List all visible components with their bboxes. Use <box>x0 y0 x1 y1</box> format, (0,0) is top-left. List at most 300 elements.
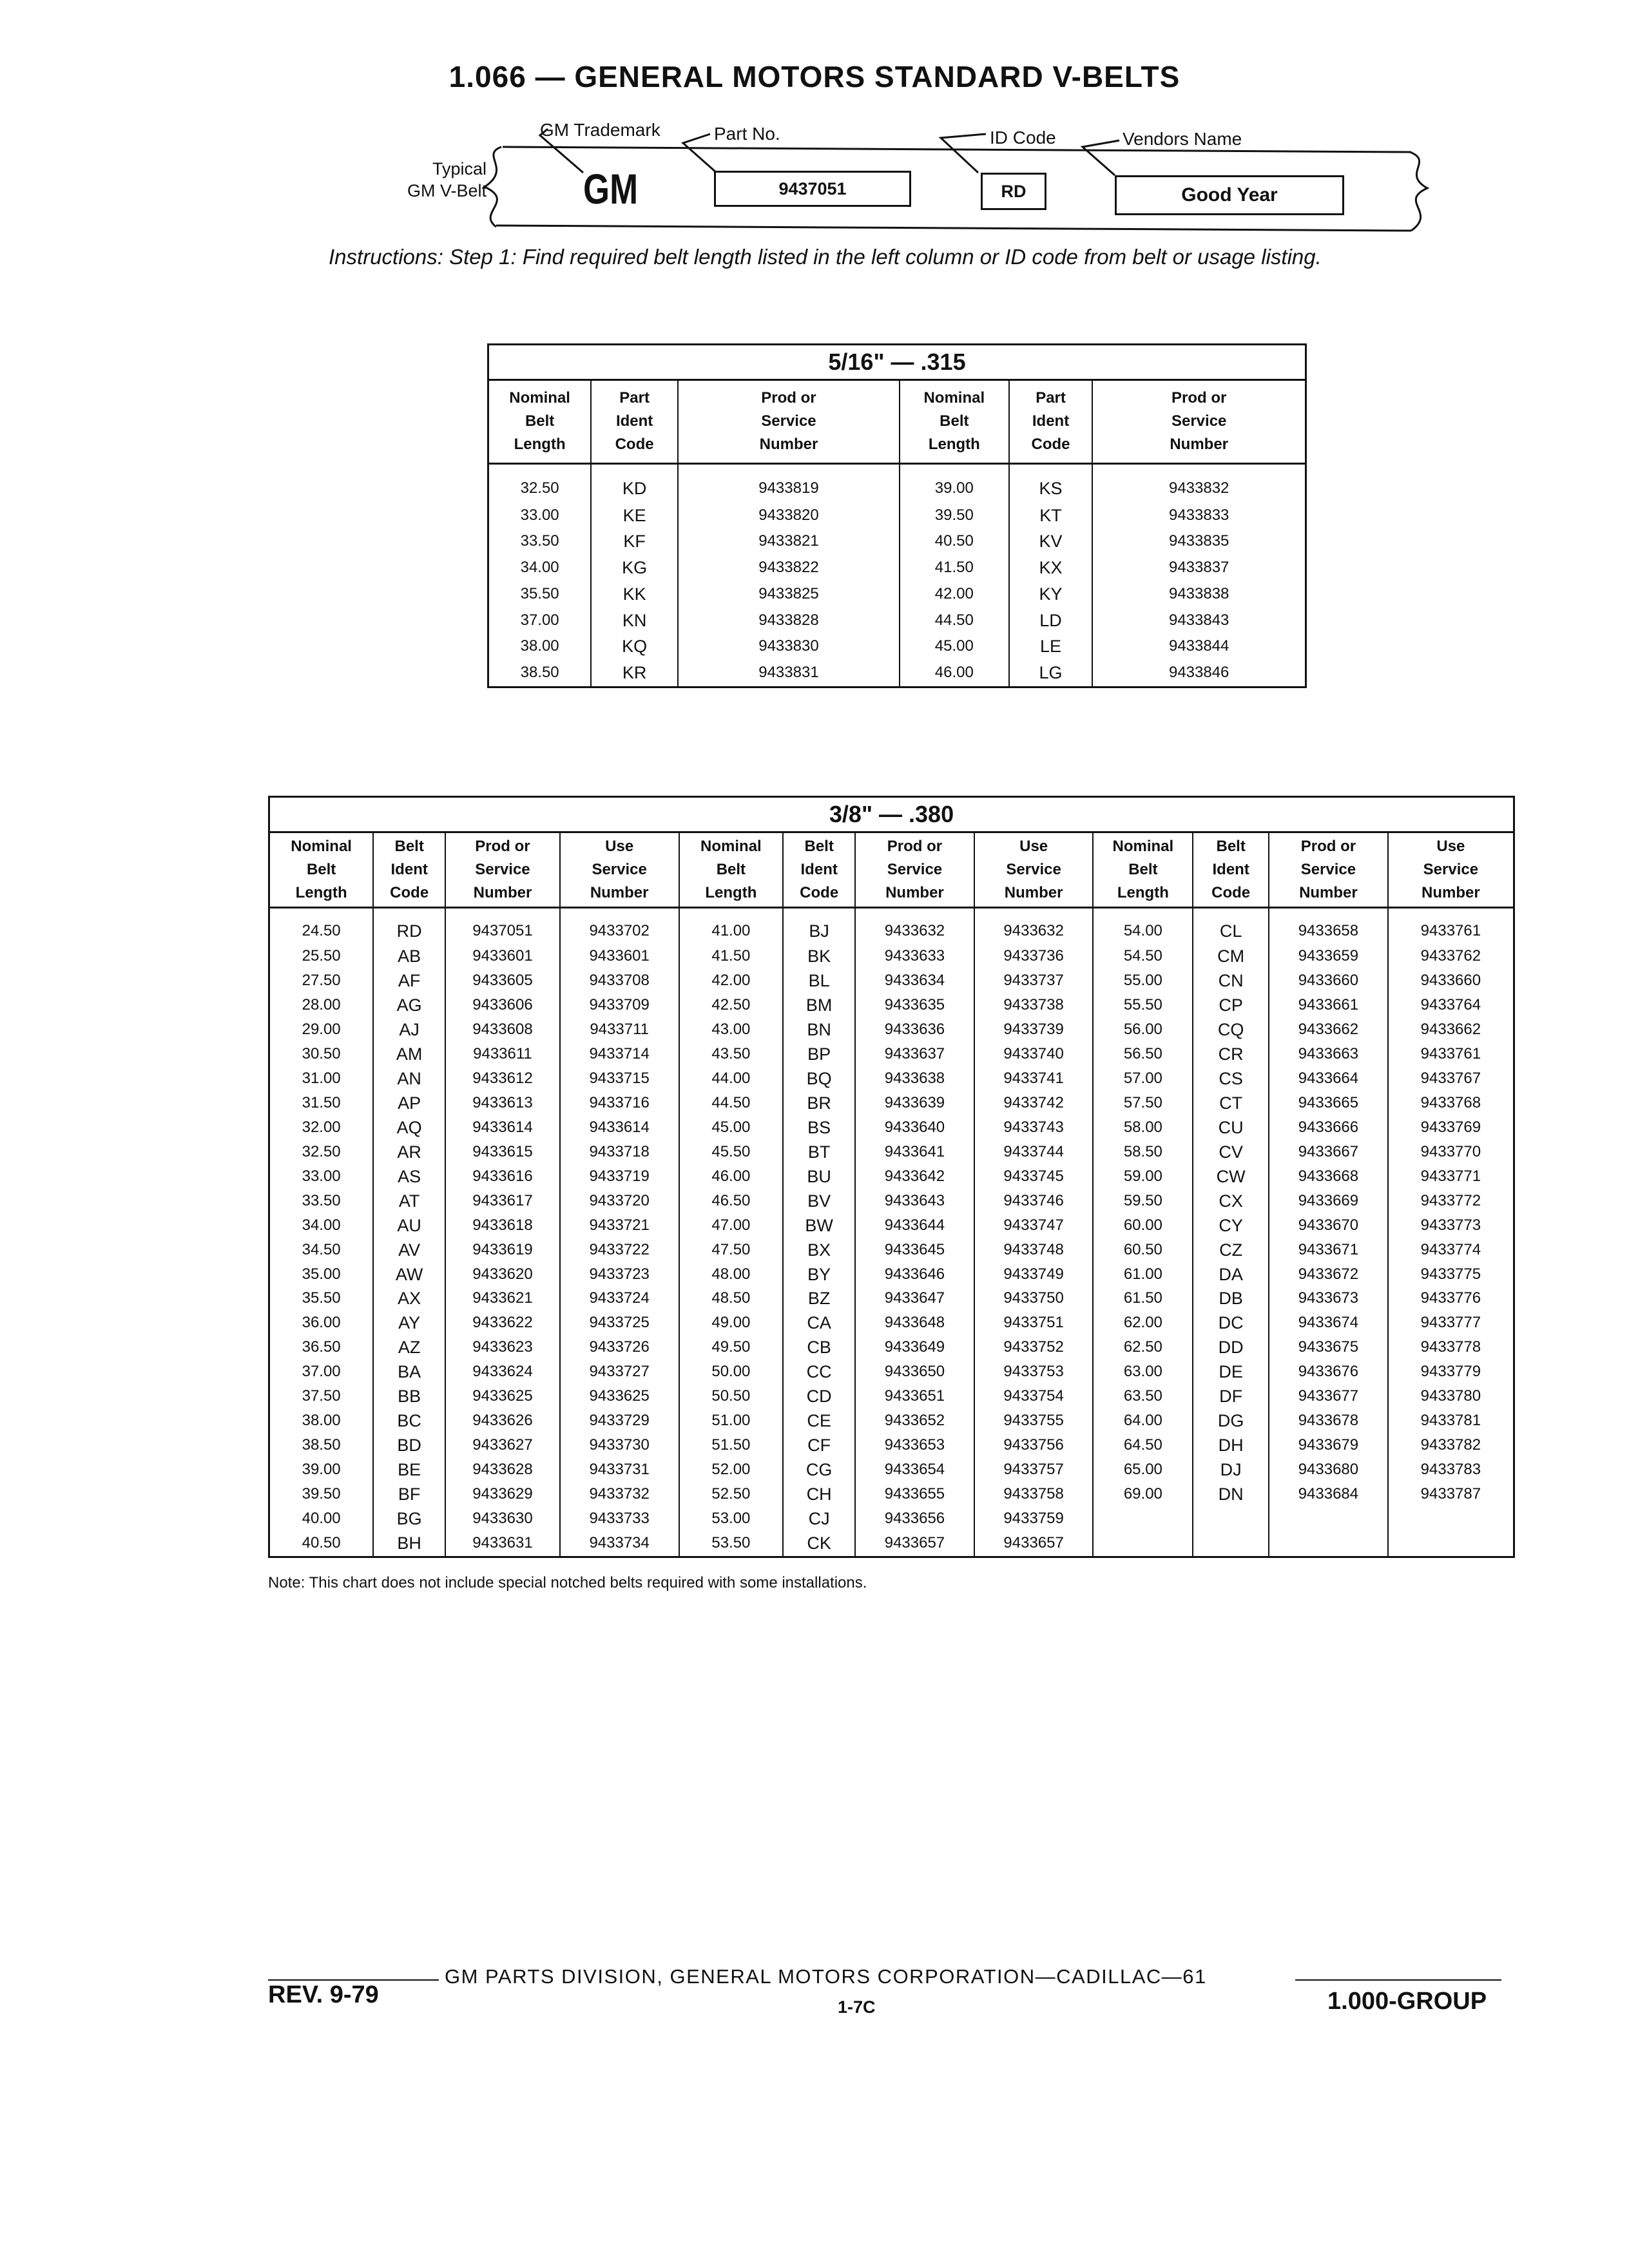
table-cell: BF <box>373 1483 445 1507</box>
table-cell: 9433675 <box>1269 1336 1388 1360</box>
table-cell: BR <box>783 1091 855 1115</box>
table-cell: 60.50 <box>1093 1238 1193 1262</box>
table-cell: CA <box>783 1311 855 1336</box>
table-cell: 54.00 <box>1093 908 1193 944</box>
table-cell: 9433724 <box>560 1287 679 1311</box>
part-no-label: Part No. <box>714 124 780 144</box>
table-row <box>269 1213 1514 1238</box>
table-cell: KE <box>591 503 678 529</box>
table-cell: 32.00 <box>302 1118 341 1136</box>
table-cell: 9433651 <box>855 1385 974 1409</box>
table-cell: 9433767 <box>1388 1066 1514 1091</box>
table-cell: 9433733 <box>560 1507 679 1532</box>
table-cell: 34.50 <box>302 1240 341 1258</box>
header-line: Service <box>761 412 816 430</box>
belt-table-5-16 <box>487 343 1307 688</box>
table-cell: KX <box>1009 555 1093 581</box>
table-cell: 57.00 <box>1093 1066 1193 1091</box>
table_large-header-2 <box>445 832 560 908</box>
belt-bottom-edge <box>496 226 1411 231</box>
table-filler-cell <box>1193 1556 1269 1557</box>
table-cell: 9433781 <box>1388 1409 1514 1434</box>
table-cell: KV <box>1009 528 1093 555</box>
table-cell: AP <box>373 1091 445 1115</box>
table-large-caption: 3/8" — .380 <box>269 797 1514 832</box>
table-cell: BY <box>783 1262 855 1287</box>
table_large-header-8 <box>1093 832 1193 908</box>
header-line: Length <box>1117 884 1169 902</box>
table-cell: 9433757 <box>974 1458 1094 1483</box>
table-row <box>269 1189 1514 1213</box>
table-cell: 41.50 <box>679 944 784 968</box>
table-cell: 9433778 <box>1388 1336 1514 1360</box>
table-cell: 38.00 <box>520 637 559 655</box>
table-filler-row <box>488 686 1306 687</box>
table-cell: 9433780 <box>1388 1385 1514 1409</box>
table-large-body <box>269 908 1514 1557</box>
table-filler-cell <box>591 686 678 687</box>
table-cell: 45.00 <box>900 633 1009 660</box>
table-cell: BQ <box>783 1066 855 1091</box>
table-cell: 9433630 <box>445 1507 560 1532</box>
table-cell: 34.00 <box>520 559 559 577</box>
table-cell: 9433615 <box>445 1140 560 1164</box>
table-cell: BV <box>783 1189 855 1213</box>
part-no-leader <box>683 134 717 173</box>
table-cell: 64.50 <box>1093 1434 1193 1458</box>
header-line: Number <box>885 884 944 902</box>
table_large-header-4 <box>679 832 784 908</box>
table-cell: 52.50 <box>679 1483 784 1507</box>
belt-right-break <box>1410 152 1427 231</box>
header-line: Number <box>1004 884 1063 902</box>
header-line: Nominal <box>1112 838 1174 856</box>
table-cell: 9433638 <box>855 1066 974 1091</box>
table-cell: 46.00 <box>900 660 1009 686</box>
table-cell: 9433660 <box>1388 968 1514 993</box>
table-cell: 9433648 <box>855 1311 974 1336</box>
table-cell: RD <box>373 908 445 944</box>
table-cell: 9433670 <box>1269 1213 1388 1238</box>
table-cell: 45.00 <box>679 1115 784 1140</box>
table-cell: 9433727 <box>560 1360 679 1385</box>
header-line: Code <box>390 884 429 902</box>
table-cell: 9433660 <box>1269 968 1388 993</box>
table-cell: AY <box>373 1311 445 1336</box>
table-row <box>269 1409 1514 1434</box>
table-filler-cell <box>783 1556 855 1557</box>
table-cell: 33.50 <box>520 532 559 550</box>
table-cell: 42.50 <box>679 993 784 1017</box>
table-cell: 9433654 <box>855 1458 974 1483</box>
table_small-header-0 <box>488 380 592 464</box>
table-cell: 9433743 <box>974 1115 1094 1140</box>
table-cell: 9433606 <box>445 993 560 1017</box>
table-cell: 36.00 <box>302 1314 341 1332</box>
table-cell: 44.00 <box>679 1066 784 1091</box>
table-row <box>269 1238 1514 1262</box>
table-cell: 9433783 <box>1388 1458 1514 1483</box>
table-cell: 9433831 <box>678 660 900 686</box>
header-line: Number <box>1299 884 1358 902</box>
table-cell: CL <box>1193 908 1269 944</box>
table-cell: KR <box>591 660 678 686</box>
table-cell: 9433711 <box>560 1017 679 1042</box>
table-cell: 9433624 <box>445 1360 560 1385</box>
header-line: Use <box>605 838 634 856</box>
header-line: Service <box>1171 412 1227 430</box>
table-cell: DJ <box>1193 1458 1269 1483</box>
table-cell: KF <box>591 528 678 555</box>
table_large-header-10 <box>1269 832 1388 908</box>
part-no-box: 9437051 <box>714 171 911 207</box>
table-filler-cell <box>1269 1556 1388 1557</box>
header-line: Belt <box>940 412 969 430</box>
footer-division-text: GM PARTS DIVISION, GENERAL MOTORS CORPORATION—CADILLAC—61 <box>445 1965 1207 1988</box>
footer-rule-right <box>1295 1979 1501 1981</box>
table-cell: 9433622 <box>445 1311 560 1336</box>
table-cell: 9433702 <box>560 908 679 944</box>
header-line: Number <box>473 884 532 902</box>
table-cell: 9433725 <box>560 1311 679 1336</box>
table-cell: 56.50 <box>1093 1042 1193 1066</box>
table-cell: DD <box>1193 1336 1269 1360</box>
table-cell: 9433830 <box>678 633 900 660</box>
header-line: Service <box>1300 861 1356 879</box>
table-cell: 9433616 <box>445 1164 560 1189</box>
table-cell: 9433776 <box>1388 1287 1514 1311</box>
table-cell: 9433619 <box>445 1238 560 1262</box>
gm-trademark-label: GM Trademark <box>540 120 660 140</box>
table-filler-cell <box>1388 1556 1514 1557</box>
header-line: Length <box>514 436 566 454</box>
table-cell: 9433833 <box>1092 503 1306 529</box>
table-cell: KN <box>591 608 678 634</box>
table-row <box>269 1042 1514 1066</box>
table-cell: 9433732 <box>560 1483 679 1507</box>
table-cell <box>1093 1507 1193 1532</box>
table-cell: 37.50 <box>302 1387 341 1405</box>
table-cell: KT <box>1009 503 1093 529</box>
table-cell: CN <box>1193 968 1269 993</box>
table-cell: 50.00 <box>679 1360 784 1385</box>
table-cell: 9433614 <box>445 1115 560 1140</box>
table-cell: CP <box>1193 993 1269 1017</box>
table_large-header-3 <box>560 832 679 908</box>
table-filler-cell <box>1093 1556 1193 1557</box>
footer-group: 1.000-GROUP <box>1327 1988 1487 2015</box>
table-cell: 9433749 <box>974 1262 1094 1287</box>
header-line: Code <box>615 436 654 454</box>
table-cell: 9433773 <box>1388 1213 1514 1238</box>
table-cell: 9433650 <box>855 1360 974 1385</box>
table-cell: LE <box>1009 633 1093 660</box>
table-cell: 9433739 <box>974 1017 1094 1042</box>
table-cell: 9433680 <box>1269 1458 1388 1483</box>
table-cell: 9433634 <box>855 968 974 993</box>
table-cell: 28.00 <box>302 995 341 1014</box>
table-cell: DH <box>1193 1434 1269 1458</box>
table-cell: 9433601 <box>560 944 679 968</box>
table-cell: 9433612 <box>445 1066 560 1091</box>
table-cell: AZ <box>373 1336 445 1360</box>
table-cell: 41.50 <box>900 555 1009 581</box>
table-cell: 33.00 <box>302 1167 341 1185</box>
table-cell: 29.00 <box>302 1020 341 1038</box>
table-cell: 39.50 <box>302 1485 341 1503</box>
table-cell <box>1388 1532 1514 1556</box>
header-line: Belt <box>525 412 555 430</box>
table-row <box>269 1532 1514 1556</box>
table-cell: 46.50 <box>679 1189 784 1213</box>
table-cell: BE <box>373 1458 445 1483</box>
table-cell: 9433637 <box>855 1042 974 1066</box>
table-cell: 9433723 <box>560 1262 679 1287</box>
table-cell: AG <box>373 993 445 1017</box>
table-cell: CS <box>1193 1066 1269 1091</box>
table-cell: CJ <box>783 1507 855 1532</box>
header-line: Number <box>759 436 818 454</box>
table-cell: BK <box>783 944 855 968</box>
table-cell: CM <box>1193 944 1269 968</box>
table-cell: 40.00 <box>302 1510 341 1528</box>
table-cell: 9433652 <box>855 1409 974 1434</box>
table-row <box>269 1507 1514 1532</box>
table-cell: 9433625 <box>560 1385 679 1409</box>
table-cell: 9433777 <box>1388 1311 1514 1336</box>
table-cell: 9433620 <box>445 1262 560 1287</box>
table-cell: CY <box>1193 1213 1269 1238</box>
table-cell: AS <box>373 1164 445 1189</box>
table_small-header-4 <box>1009 380 1093 464</box>
table-cell: BG <box>373 1507 445 1532</box>
table-cell: 9433753 <box>974 1360 1094 1385</box>
table-cell: 35.50 <box>302 1289 341 1307</box>
table-cell: DG <box>1193 1409 1269 1434</box>
table-cell: 9433835 <box>1092 528 1306 555</box>
table-cell: DC <box>1193 1311 1269 1336</box>
table-filler-cell <box>445 1556 560 1557</box>
table-cell: CZ <box>1193 1238 1269 1262</box>
table-cell: LD <box>1009 608 1093 634</box>
table-cell: 9433625 <box>445 1385 560 1409</box>
table-cell: 9433659 <box>1269 944 1388 968</box>
table-cell: 9433676 <box>1269 1360 1388 1385</box>
table-cell: 35.00 <box>302 1265 341 1283</box>
table-cell <box>1269 1507 1388 1532</box>
header-line: Belt <box>394 838 424 856</box>
table-cell: CW <box>1193 1164 1269 1189</box>
table-filler-cell <box>974 1556 1094 1557</box>
table-cell: 9433668 <box>1269 1164 1388 1189</box>
table-cell: 9433623 <box>445 1336 560 1360</box>
table-cell: 9433645 <box>855 1238 974 1262</box>
table-cell: 38.50 <box>520 664 559 682</box>
table-cell: 9433828 <box>678 608 900 634</box>
id-code-label: ID Code <box>990 128 1056 148</box>
table-filler-cell <box>560 1556 679 1557</box>
table-cell: 9433635 <box>855 993 974 1017</box>
table-cell: BN <box>783 1017 855 1042</box>
header-line: Nominal <box>700 838 762 856</box>
table-cell: 9433656 <box>855 1507 974 1532</box>
table-cell: 9433761 <box>1388 908 1514 944</box>
table-cell: 48.50 <box>679 1287 784 1311</box>
table-cell: 9433709 <box>560 993 679 1017</box>
table-row <box>269 1360 1514 1385</box>
table-cell: KQ <box>591 633 678 660</box>
table-cell: 64.00 <box>1093 1409 1193 1434</box>
table-cell: BL <box>783 968 855 993</box>
table-cell: 9433822 <box>678 555 900 581</box>
header-line: Length <box>928 436 980 454</box>
id-code-leader <box>941 134 986 173</box>
table-small-header-row <box>488 380 1306 464</box>
table-cell: 9433730 <box>560 1434 679 1458</box>
table-cell: 9433617 <box>445 1189 560 1213</box>
table-cell: 9433626 <box>445 1409 560 1434</box>
table-cell: 9433667 <box>1269 1140 1388 1164</box>
table-cell: 9433646 <box>855 1262 974 1287</box>
table-row <box>269 1066 1514 1091</box>
table-cell: 9433639 <box>855 1091 974 1115</box>
table-cell: 32.50 <box>520 479 559 497</box>
table-cell: 9433663 <box>1269 1042 1388 1066</box>
header-line: Length <box>295 884 347 902</box>
table-cell: 52.00 <box>679 1458 784 1483</box>
table-cell: 9433752 <box>974 1336 1094 1360</box>
table-row <box>269 1336 1514 1360</box>
table-cell <box>1269 1532 1388 1556</box>
table-cell: 59.00 <box>1093 1164 1193 1189</box>
table-cell: 24.50 <box>302 922 341 940</box>
table-cell: AR <box>373 1140 445 1164</box>
table-cell <box>1093 1532 1193 1556</box>
table-cell: 38.50 <box>302 1436 341 1454</box>
belt-diagram <box>0 0 1629 284</box>
table-cell: CC <box>783 1360 855 1385</box>
table-row <box>269 1140 1514 1164</box>
table-cell: 25.50 <box>302 947 341 965</box>
table-cell: CX <box>1193 1189 1269 1213</box>
table-cell: 9433605 <box>445 968 560 993</box>
table-cell: 9433832 <box>1092 463 1306 502</box>
table-row <box>269 1091 1514 1115</box>
table-row <box>488 528 1306 555</box>
header-line: Service <box>475 861 530 879</box>
table-cell: BB <box>373 1385 445 1409</box>
table-small-caption: 5/16" — .315 <box>488 345 1306 380</box>
table-cell: 9433642 <box>855 1164 974 1189</box>
table-row <box>488 581 1306 608</box>
table-cell: 57.50 <box>1093 1091 1193 1115</box>
header-line: Belt <box>804 838 834 856</box>
table-cell: 55.50 <box>1093 993 1193 1017</box>
table-cell: BM <box>783 993 855 1017</box>
table-filler-cell <box>373 1556 445 1557</box>
table-row <box>488 660 1306 686</box>
table-row <box>269 1017 1514 1042</box>
table-filler-cell <box>1009 686 1093 687</box>
table-cell: 37.00 <box>520 611 559 629</box>
table_large-header-9 <box>1193 832 1269 908</box>
table-cell: BS <box>783 1115 855 1140</box>
table-row <box>488 633 1306 660</box>
header-line: Nominal <box>291 838 352 856</box>
table-cell: 9433611 <box>445 1042 560 1066</box>
table-cell: AN <box>373 1066 445 1091</box>
table-row <box>269 1262 1514 1287</box>
header-line: Code <box>1031 436 1070 454</box>
table-cell: 9433628 <box>445 1458 560 1483</box>
table-cell: CD <box>783 1385 855 1409</box>
table-cell: 9433750 <box>974 1287 1094 1311</box>
header-line: Service <box>1006 861 1061 879</box>
table-cell: 9433729 <box>560 1409 679 1434</box>
table-cell: 9433755 <box>974 1409 1094 1434</box>
table-cell: 40.50 <box>302 1534 341 1552</box>
table-cell: CT <box>1193 1091 1269 1115</box>
table-cell: 53.00 <box>679 1507 784 1532</box>
table-cell: BW <box>783 1213 855 1238</box>
table-cell: AF <box>373 968 445 993</box>
header-line: Ident <box>800 861 838 879</box>
table-cell: 9433673 <box>1269 1287 1388 1311</box>
table-cell: 9433658 <box>1269 908 1388 944</box>
header-line: Code <box>800 884 839 902</box>
table-cell: 9433762 <box>1388 944 1514 968</box>
table-cell: KK <box>591 581 678 608</box>
table-cell: 63.00 <box>1093 1360 1193 1385</box>
table-cell: 9433821 <box>678 528 900 555</box>
table-cell: 39.50 <box>900 503 1009 529</box>
header-line: Use <box>1019 838 1048 856</box>
table-cell: DA <box>1193 1262 1269 1287</box>
table-cell: 9433838 <box>1092 581 1306 608</box>
table-cell: 9433825 <box>678 581 900 608</box>
table-cell: 9433708 <box>560 968 679 993</box>
table-cell: 9433644 <box>855 1213 974 1238</box>
table-cell: 9433677 <box>1269 1385 1388 1409</box>
table-cell: 51.00 <box>679 1409 784 1434</box>
table-cell: 56.00 <box>1093 1017 1193 1042</box>
table-cell: AU <box>373 1213 445 1238</box>
table-cell: CU <box>1193 1115 1269 1140</box>
table-cell: 9433629 <box>445 1483 560 1507</box>
table-cell: 9433661 <box>1269 993 1388 1017</box>
table-cell: CH <box>783 1483 855 1507</box>
table-cell: 39.00 <box>900 463 1009 502</box>
table-cell: 9433751 <box>974 1311 1094 1336</box>
table-cell <box>1193 1532 1269 1556</box>
table-cell: CK <box>783 1532 855 1556</box>
table-cell: 31.50 <box>302 1093 341 1111</box>
table-cell: 9433684 <box>1269 1483 1388 1507</box>
table_large-header-6 <box>855 832 974 908</box>
table-cell: 9433837 <box>1092 555 1306 581</box>
belt-left-break <box>485 147 501 227</box>
table-cell: 9433738 <box>974 993 1094 1017</box>
table-cell: 9433665 <box>1269 1091 1388 1115</box>
table-cell: 9433740 <box>974 1042 1094 1066</box>
table-cell: 62.00 <box>1093 1311 1193 1336</box>
table-filler-cell <box>269 1556 374 1557</box>
table-cell: 9433653 <box>855 1434 974 1458</box>
table-cell: 9433734 <box>560 1532 679 1556</box>
table-cell: 9433768 <box>1388 1091 1514 1115</box>
table-cell: 58.00 <box>1093 1115 1193 1140</box>
header-line: Number <box>1170 436 1229 454</box>
